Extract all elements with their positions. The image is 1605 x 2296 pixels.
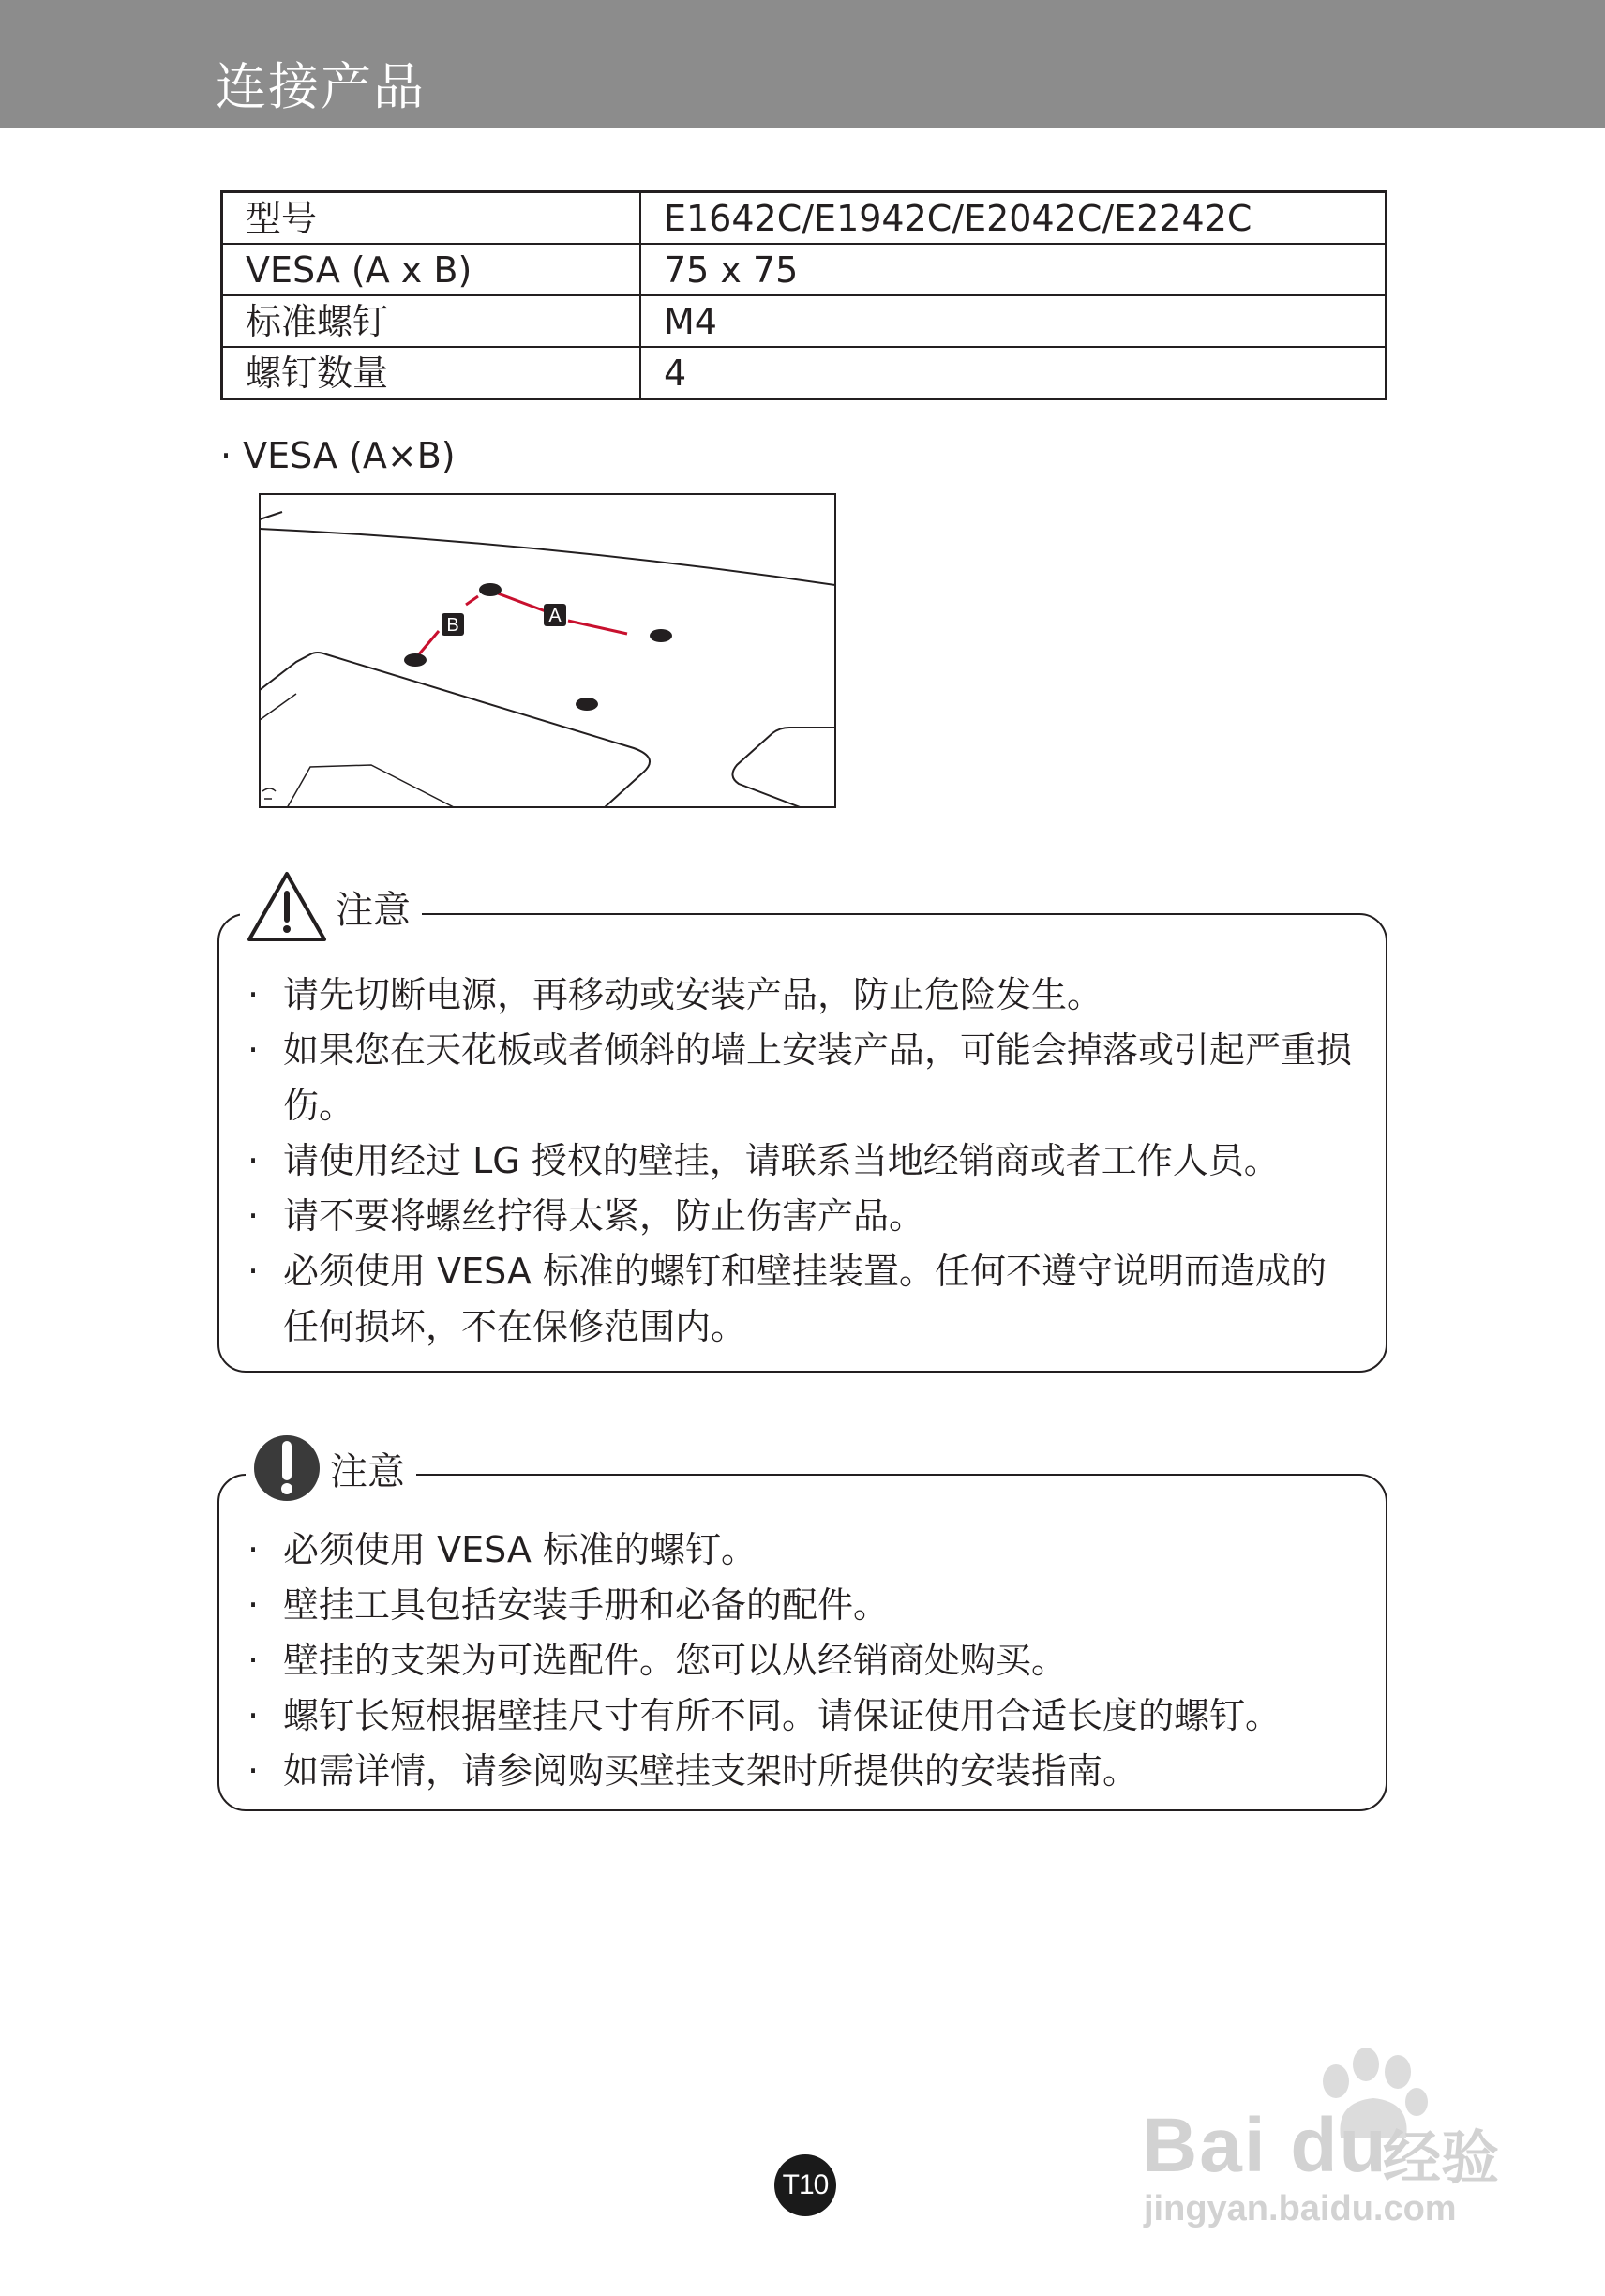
- caution-heading: [240, 869, 422, 944]
- screw-hole-icon: [479, 583, 502, 596]
- spec-value: 75 x 75: [640, 244, 1387, 295]
- screw-hole-icon: [404, 653, 427, 667]
- table-row: [222, 244, 1387, 295]
- caution-list: [219, 968, 1386, 1355]
- vesa-caption: [220, 429, 456, 482]
- list-item: · 请先切断电源，再移动或安装产品，防止危险发生。: [219, 968, 1386, 1023]
- bullet-dot: ·: [220, 435, 244, 476]
- diagram-frame: [260, 494, 835, 807]
- note-heading: [246, 1433, 416, 1504]
- label-b-text: B: [446, 615, 459, 636]
- list-item: · 如需详情，请参阅购买壁挂支架时所提供的安装指南。: [219, 1744, 1386, 1799]
- table-row: [222, 347, 1387, 399]
- spec-label: 标准螺钉: [222, 295, 641, 347]
- vesa-caption-text: VESA (A×B): [243, 435, 456, 476]
- list-item: · 壁挂的支架为可选配件。您可以从经销商处购买。: [219, 1633, 1386, 1688]
- list-item: · 壁挂工具包括安装手册和必备的配件。: [219, 1578, 1386, 1633]
- list-item: · 必须使用 VESA 标准的螺钉。: [219, 1523, 1386, 1578]
- watermark-brand-cn: 经验: [1383, 2123, 1500, 2192]
- vesa-mount-diagram: [259, 493, 836, 808]
- screw-hole-icon: [650, 629, 672, 642]
- exclamation-icon: [251, 1433, 322, 1504]
- warning-triangle-icon: [246, 869, 328, 944]
- note-box: [218, 1474, 1388, 1811]
- list-item: · 请使用经过 LG 授权的壁挂，请联系当地经销商或者工作人员。: [219, 1133, 1386, 1189]
- caution-box: [218, 913, 1388, 1373]
- spec-value: E1642C/E1942C/E2042C/E2242C: [640, 192, 1387, 245]
- note-list: [219, 1523, 1386, 1799]
- watermark-url: jingyan.baidu.com: [1144, 2189, 1457, 2228]
- spec-label: 型号: [222, 192, 641, 245]
- section-title: 连接产品: [216, 57, 426, 116]
- spec-value: M4: [640, 295, 1387, 347]
- screw-hole-icon: [576, 698, 598, 711]
- list-item: · 必须使用 VESA 标准的螺钉和壁挂装置。任何不遵守说明而造成的任何损坏，不在保修范围内。: [219, 1244, 1386, 1355]
- table-row: [222, 192, 1387, 245]
- spec-label: VESA (A x B): [222, 244, 641, 295]
- baidu-watermark: [1134, 2044, 1547, 2231]
- page-number: T10: [774, 2154, 836, 2216]
- list-item: · 请不要将螺丝拧得太紧，防止伤害产品。: [219, 1189, 1386, 1244]
- list-item: · 如果您在天花板或者倾斜的墙上安装产品，可能会掉落或引起严重损伤。: [219, 1023, 1386, 1133]
- spec-value: 4: [640, 347, 1387, 399]
- label-a-text: A: [548, 606, 562, 626]
- table-row: [222, 295, 1387, 347]
- section-header-bar: [0, 0, 1605, 128]
- watermark-brand: Bai du: [1142, 2103, 1388, 2188]
- list-item: · 螺钉长短根据壁挂尺寸有所不同。请保证使用合适长度的螺钉。: [219, 1688, 1386, 1744]
- caution-label: 注意: [336, 888, 411, 932]
- note-label: 注意: [330, 1449, 405, 1493]
- spec-table: [220, 190, 1388, 400]
- spec-label: 螺钉数量: [222, 347, 641, 399]
